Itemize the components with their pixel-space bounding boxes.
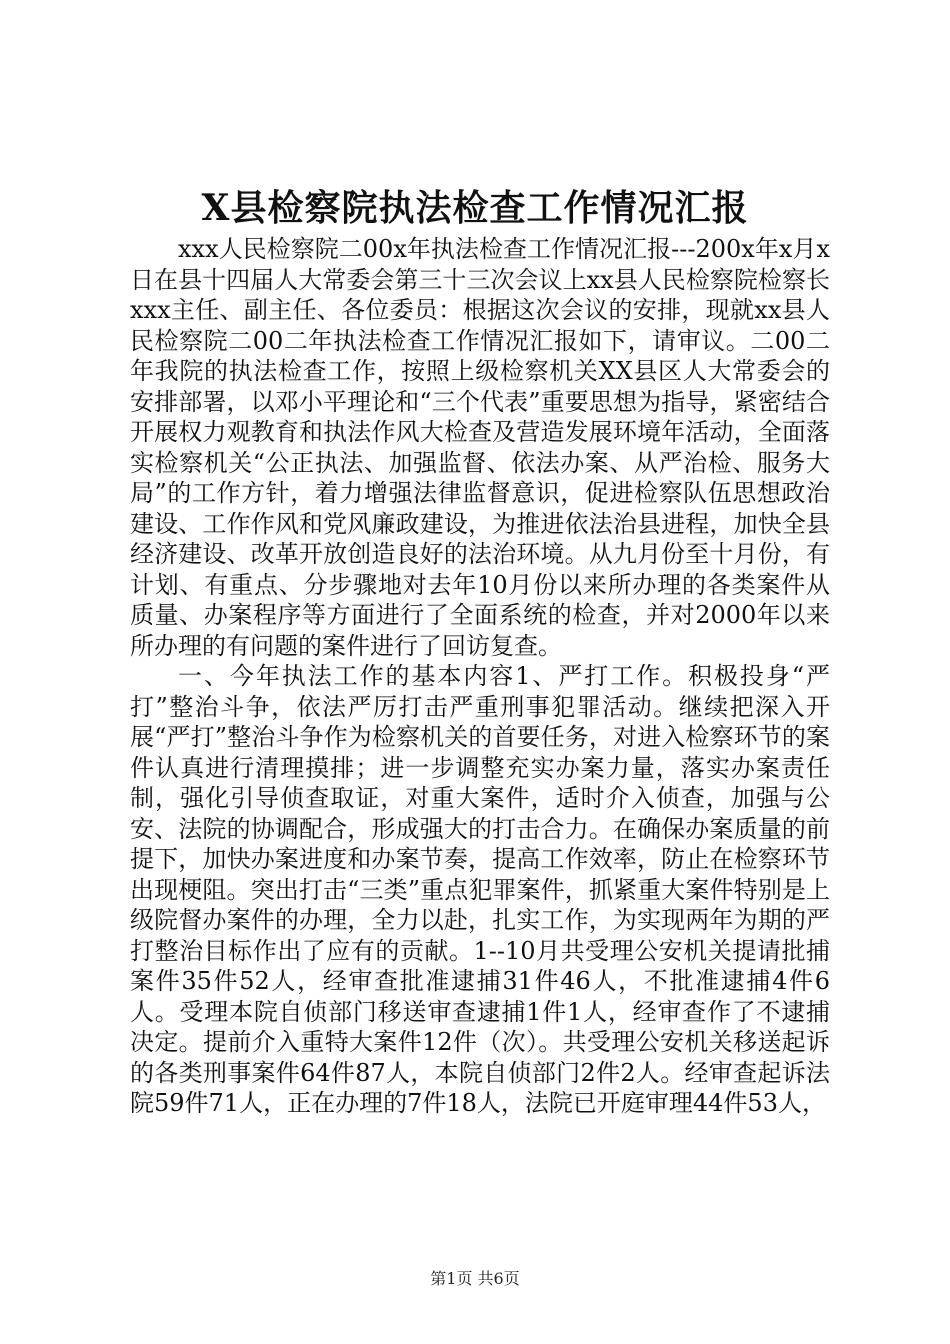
- page-footer: 第1页 共6页: [430, 1269, 520, 1288]
- document-body: [130, 234, 830, 1119]
- document-title: X县检察院执法检查工作情况汇报: [201, 187, 749, 229]
- paragraph-intro: xxx人民检察院二00x年执法检查工作情况汇报---200x年x月x日在县十四届人大常委会第三十三次会议上xx县人民检察院检察长xxx主任、副主任、各位委员：根据这次会议的安排，现就xx县人民检察院二00二年执法检查工作情况汇报如下，请审议。二00二年我院的执法检查工作，按照上级检察机关XX县区人大常委会的安排部署，以邓小平理论和“三个代表”重要思想为指导，紧密结合开展权力观教育和执法作风大检查及营造发展环境年活动，全面落实检察机关“公正执法、加强监督、依法办案、从严治检、服务大局”的工作方针，着力增强法律监督意识，促进检察队伍思想政治建设、工作作风和党风廉政建设，为推进依法治县进程，加快全县经济建设、改革开放创造良好的法治环境。从九月份至十月份，有计划、有重点、分步骤地对去年10月份以来所办理的各类案件从质量、办案程序等方面进行了全面系统的检查，并对2000年以来所办理的有问题的案件进行了回访复查。: [130, 235, 830, 660]
- paragraph-section-one: 一、今年执法工作的基本内容1、严打工作。积极投身“严打”整治斗争，依法严厉打击严重刑事犯罪活动。继续把深入开展“严打”整治斗争作为检察机关的首要任务，对进入检察环节的案件认真进行清理摸排；进一步调整充实办案力量，落实办案责任制，强化引导侦查取证，对重大案件，适时介入侦查，加强与公安、法院的协调配合，形成强大的打击合力。在确保办案质量的前提下，加快办案进度和办案节奏，提高工作效率，防止在检察环节出现梗阻。突出打击“三类”重点犯罪案件，抓紧重大案件特别是上级院督办案件的办理，全力以赴，扎实工作，为实现两年为期的严打整治目标作出了应有的贡献。1--10月共受理公安机关提请批捕案件35件52人，经审查批准逮捕31件46人，不批准逮捕4件6人。受理本院自侦部门移送审查逮捕1件1人，经审查作了不逮捕决定。提前介入重特大案件12件（次）。共受理公安机关移送起诉的各类刑事案件64件87人，本院自侦部门2件2人。经审查起诉法院59件71人，正在办理的7件18人，法院已开庭审理44件53人，: [130, 662, 830, 1117]
